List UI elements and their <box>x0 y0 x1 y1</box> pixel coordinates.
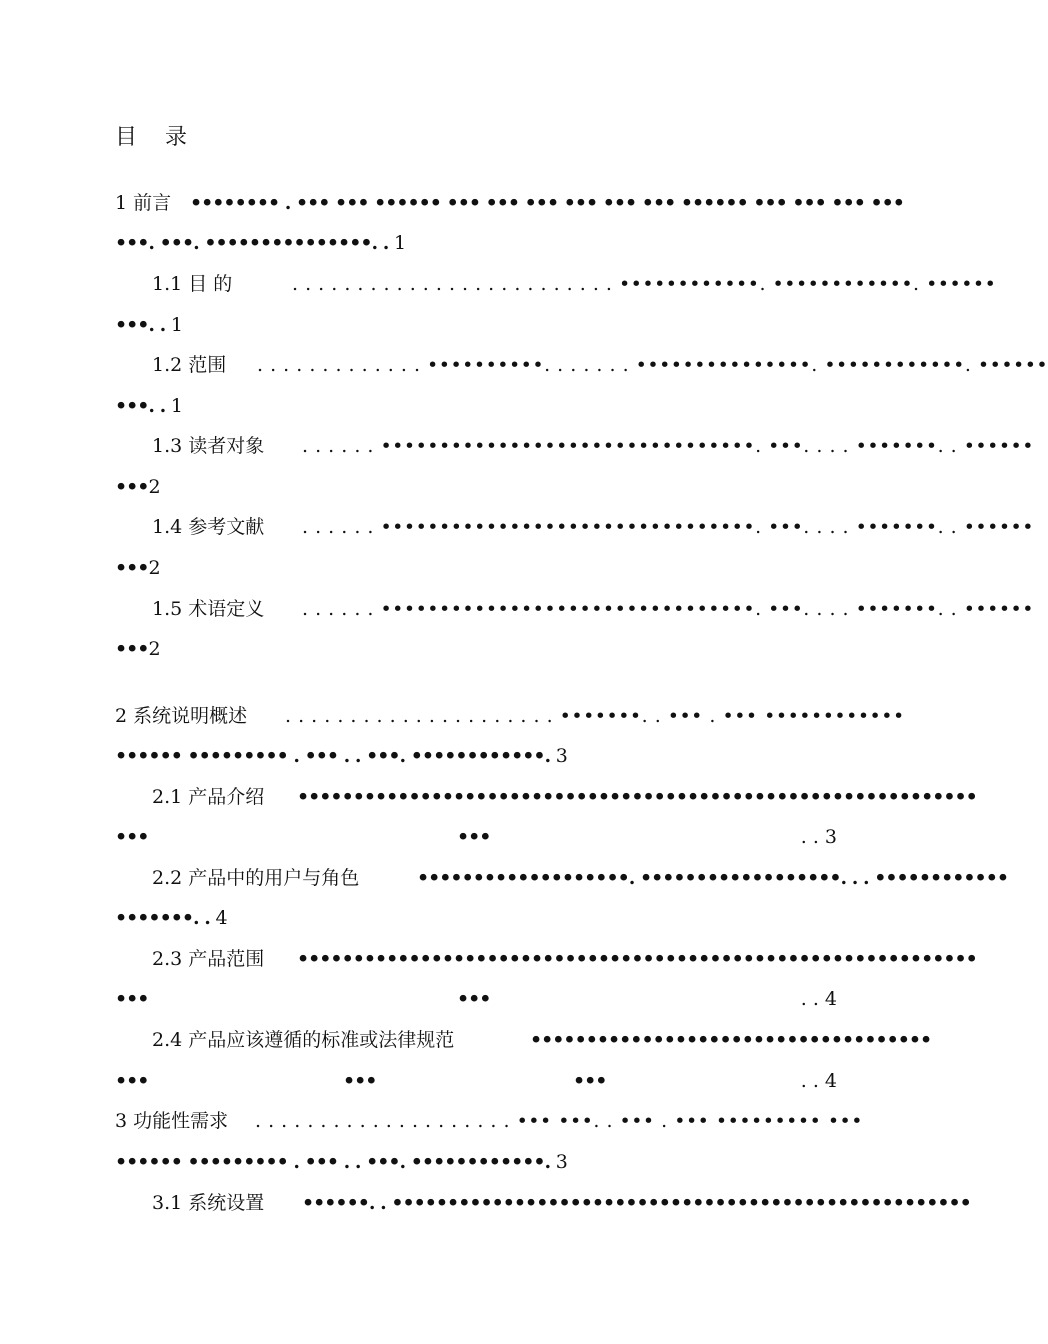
toc-page-number: 2 <box>148 638 161 660</box>
toc-leader: •••••• ••••••••• . ••• . . •••. ••••••••••••. <box>115 745 556 767</box>
toc-entry-1-3[interactable] <box>152 433 1034 459</box>
toc-entry-2-3[interactable] <box>152 946 977 972</box>
toc-leader: ••• <box>343 1070 377 1092</box>
toc-entry-2-4[interactable] <box>152 1027 932 1053</box>
toc-entry-1-1-cont <box>115 312 837 338</box>
toc-entry-2-2-cont <box>115 905 837 931</box>
toc-entry-1-2-cont <box>115 393 837 419</box>
toc-title: 目 录 <box>115 125 187 150</box>
toc-leader: •••••••. . <box>115 907 216 929</box>
toc-leader: •••••••••••••••••••••••••••••••••••• <box>530 1029 932 1051</box>
toc-page-number: 2 <box>148 557 161 579</box>
toc-entry-1-1[interactable] <box>152 271 997 297</box>
toc-page-number: . . 3 <box>800 826 837 848</box>
toc-leader: •••••••••••••••••••. ••••••••••••••••••. . . •••••••••••• <box>417 867 1008 889</box>
toc-leader: . . . . . . ••••••••••••••••••••••••••••••••. •••. . . . •••••••. . •••••• <box>302 516 1034 538</box>
toc-leader: . . . . . . . . . . . . . . . . . . . . . •••••••. . ••• . ••• •••••••••••• <box>285 705 905 727</box>
toc-entry-label: 3 功能性需求 <box>115 1110 229 1132</box>
toc-page-number: 3 <box>555 745 568 767</box>
toc-page-number: 2 <box>148 476 161 498</box>
toc-leader: ••• <box>573 1070 607 1092</box>
toc-entry-label: 2.1 产品介绍 <box>152 786 265 808</box>
toc-entry-2-1-cont <box>115 824 837 850</box>
toc-entry-label: 2.3 产品范围 <box>152 948 265 970</box>
toc-leader: •••. . <box>115 314 171 336</box>
toc-entry-label: 1.3 读者对象 <box>152 435 265 457</box>
toc-entry-1-5[interactable] <box>152 596 1034 622</box>
toc-page-number: 1 <box>393 232 407 254</box>
toc-leader: •••••• ••••••••• . ••• . . •••. ••••••••••••. <box>115 1151 556 1173</box>
toc-entry-1-4[interactable] <box>152 514 1034 540</box>
toc-entry-label: 1 前言 <box>115 192 172 214</box>
toc-leader: ••• <box>115 557 149 579</box>
toc-page-number: . . 4 <box>800 988 837 1010</box>
toc-leader: ••••••. . •••••••••••••••••••••••••••••••••••••••••••••••••••• <box>302 1192 971 1214</box>
toc-leader: . . . . . . . . . . . . . ••••••••••. . . . . . . •••••••••••••••. ••••••••••••. •••••• <box>257 354 1048 376</box>
toc-page-number: 1 <box>170 395 183 417</box>
toc-entry-label: 2.2 产品中的用户与角色 <box>152 867 360 889</box>
toc-leader: ••• <box>457 826 491 848</box>
toc-leader: ••• <box>115 988 149 1010</box>
toc-entry-2[interactable] <box>115 703 905 729</box>
toc-entry-label: 1.4 参考文献 <box>152 516 265 538</box>
toc-entry-3-1[interactable] <box>152 1190 971 1216</box>
toc-leader: •••••••• . ••• ••• •••••• ••• ••• ••• ••• ••• ••• •••••• ••• ••• ••• ••• <box>190 192 904 214</box>
toc-entry-2-3-cont <box>115 986 837 1012</box>
toc-page-number: 3 <box>555 1151 568 1173</box>
toc-entry-1-5-cont <box>115 636 837 662</box>
toc-leader: ••• <box>115 476 149 498</box>
toc-entry-label: 2 系统说明概述 <box>115 705 248 727</box>
toc-entry-3-cont <box>115 1149 837 1175</box>
toc-entry-1-cont <box>115 230 837 256</box>
toc-entry-1[interactable] <box>115 190 904 216</box>
toc-entry-2-4-cont <box>115 1068 837 1094</box>
toc-entry-label: 1.1 目 的 <box>152 273 233 295</box>
toc-leader: ••• <box>457 988 491 1010</box>
toc-leader: •••. . <box>115 395 171 417</box>
toc-leader: ••• <box>115 638 149 660</box>
toc-leader: . . . . . . ••••••••••••••••••••••••••••••••. •••. . . . •••••••. . •••••• <box>302 598 1034 620</box>
toc-entry-label: 1.2 范围 <box>152 354 227 376</box>
toc-entry-label: 2.4 产品应该遵循的标准或法律规范 <box>152 1029 455 1051</box>
toc-leader: ••• <box>115 826 149 848</box>
toc-entry-1-2[interactable] <box>152 352 1048 378</box>
toc-entry-1-3-cont <box>115 474 837 500</box>
toc-page-number: 1 <box>170 314 183 336</box>
toc-leader: . . . . . . . . . . . . . . . . . . . . . . . . . ••••••••••••. ••••••••••••. •••••• <box>292 273 997 295</box>
toc-leader: •••. •••. •••••••••••••••. . <box>115 232 394 254</box>
toc-leader: ••••••••••••••••••••••••••••••••••••••••••••••••••••••••••••• <box>297 948 977 970</box>
toc-entry-label: 3.1 系统设置 <box>152 1192 265 1214</box>
toc-leader: . . . . . . . . . . . . . . . . . . . . ••• •••. . ••• . ••• ••••••••• ••• <box>255 1110 863 1132</box>
toc-leader: . . . . . . ••••••••••••••••••••••••••••••••. •••. . . . •••••••. . •••••• <box>302 435 1034 457</box>
toc-entry-2-1[interactable] <box>152 784 977 810</box>
toc-entry-1-4-cont <box>115 555 837 581</box>
toc-entry-3[interactable] <box>115 1108 863 1134</box>
toc-leader: ••••••••••••••••••••••••••••••••••••••••••••••••••••••••••••• <box>297 786 977 808</box>
toc-leader: ••• <box>115 1070 149 1092</box>
toc-entry-2-cont <box>115 743 837 769</box>
toc-page-number: 4 <box>215 907 228 929</box>
toc-page-number: . . 4 <box>800 1070 837 1092</box>
toc-entry-label: 1.5 术语定义 <box>152 598 265 620</box>
toc-entry-2-2[interactable] <box>152 865 1008 891</box>
